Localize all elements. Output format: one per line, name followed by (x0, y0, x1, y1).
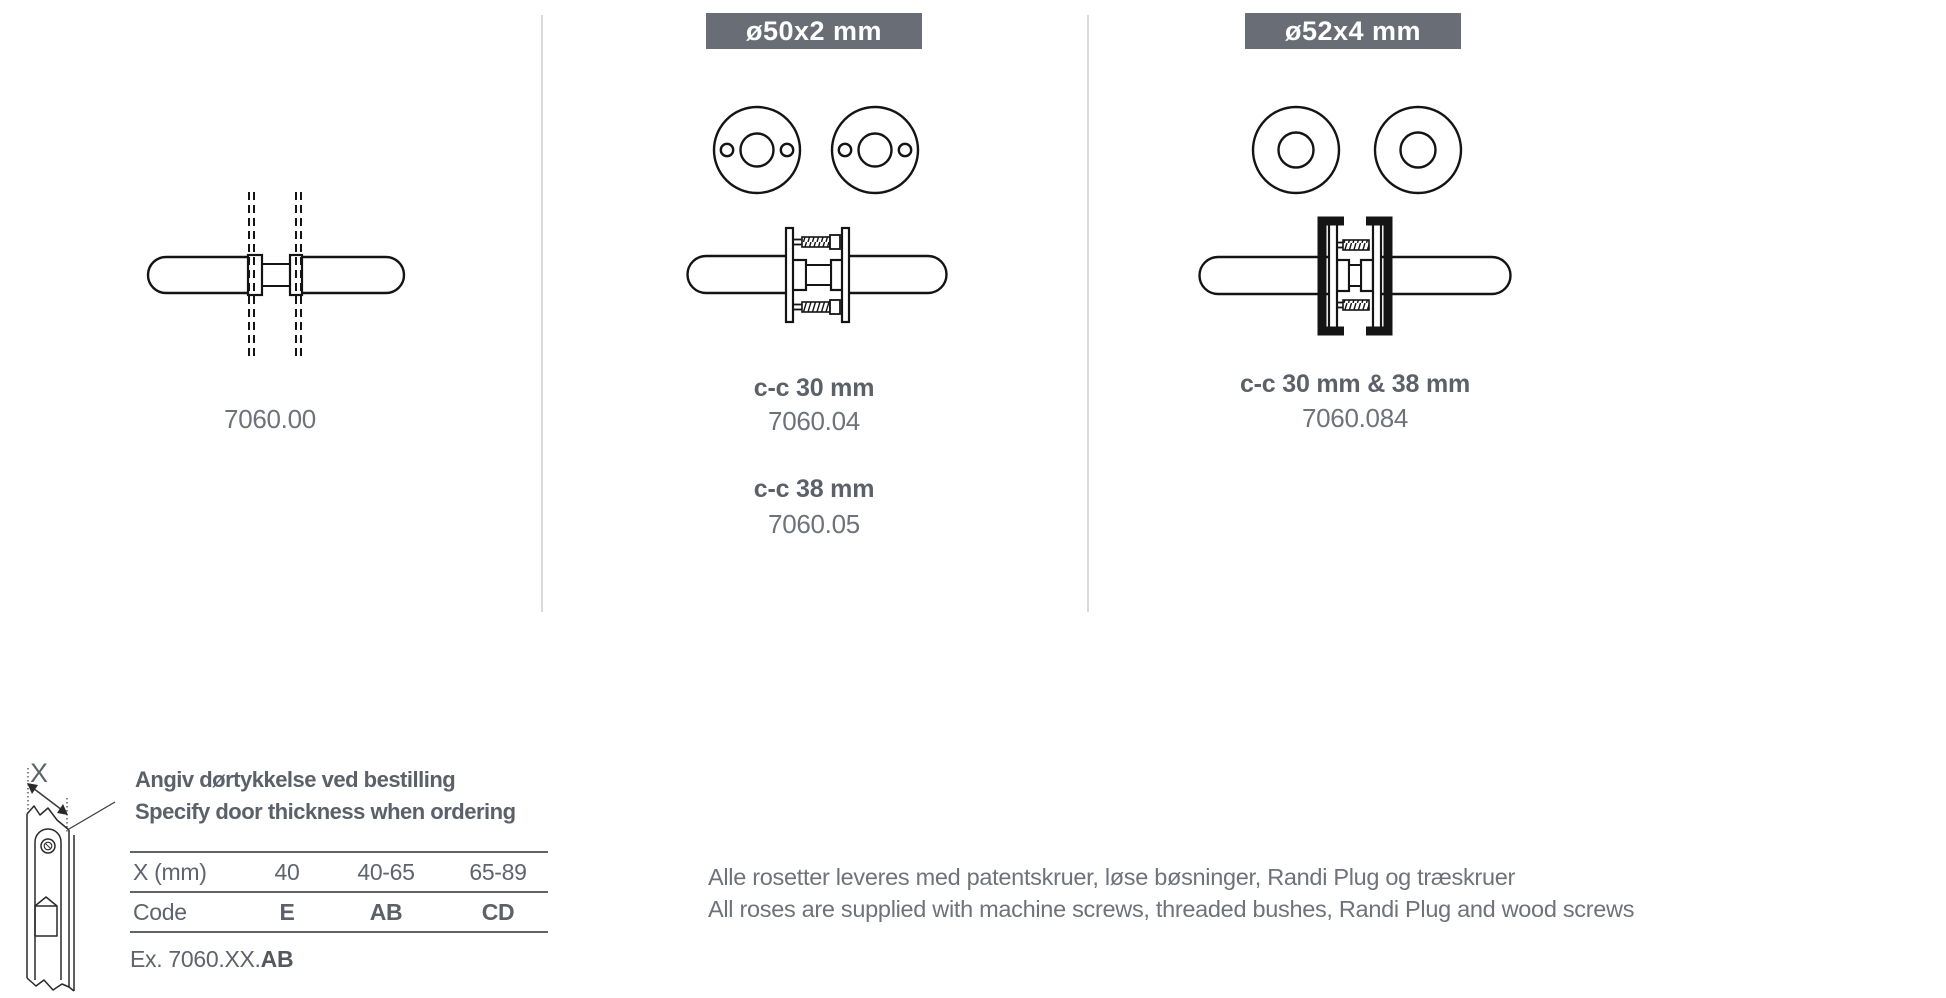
spindle-bar (806, 265, 831, 285)
footnote (708, 861, 1634, 925)
knob-spindle (262, 264, 290, 286)
product-code-7060-05: 7060.05 (768, 509, 860, 539)
table-header-x: X (mm) (133, 858, 207, 885)
product-code-7060-00: 7060.00 (224, 404, 316, 434)
grip-left (688, 256, 789, 293)
size-badge-52: ø52x4 mm (1245, 13, 1461, 49)
column-divider-right (1087, 15, 1089, 612)
grip-right (846, 256, 947, 293)
product-code-7060-084: 7060.084 (1301, 403, 1409, 433)
table-cell-cd: CD (481, 898, 515, 925)
cc-label-30: c-c 30 mm (753, 374, 875, 402)
ordering-note (135, 764, 516, 828)
table-cell-40-65: 40-65 (357, 858, 415, 885)
table-cell-ab: AB (369, 898, 403, 925)
machine-screw-bottom (1337, 300, 1369, 310)
size-badge-50: ø50x2 mm (706, 13, 922, 49)
faceplate-screw (41, 839, 55, 853)
grip-left (1200, 257, 1337, 294)
dimension-x-label: X (30, 758, 49, 788)
footnote-danish: Alle rosetter leveres med patentskruer, løse bøsninger, Randi Plug og træskruer (708, 864, 1516, 890)
knob-right-grip (300, 257, 404, 293)
product-code-7060-04: 7060.04 (768, 406, 860, 436)
knob-left-grip (148, 257, 251, 293)
door-thickness-drawing (5, 758, 130, 998)
knob-pair-drawing (110, 145, 410, 360)
cc-label-38: c-c 38 mm (753, 475, 875, 503)
dimension-arrow (33, 788, 62, 810)
footnote-english: All roses are supplied with machine screws, threaded bushes, Randi Plug and wood screws (708, 896, 1635, 922)
spindle-bar (1349, 265, 1361, 286)
table-cell-e: E (279, 898, 295, 925)
ordering-note-english: Specify door thickness when ordering (135, 799, 516, 824)
handle-52-profile-drawing (1190, 153, 1520, 339)
table-row-x-mm (130, 853, 548, 893)
column-divider-left (541, 15, 543, 612)
example-prefix: Ex. 7060.XX. (130, 946, 261, 972)
example-code-bold: AB (260, 946, 294, 972)
grip-right (1374, 257, 1511, 294)
door-thickness-table (130, 851, 548, 933)
door-top-edge (69, 802, 115, 829)
cc-label-30-38: c-c 30 mm & 38 mm (1239, 370, 1471, 398)
lock-faceplate (27, 806, 74, 991)
machine-screw-top (1337, 240, 1369, 250)
ordering-note-danish: Angiv dørtykkelse ved bestilling (135, 767, 456, 792)
table-cell-40: 40 (274, 858, 300, 885)
table-header-code: Code (133, 898, 187, 925)
handle-50-profile-drawing (672, 162, 962, 327)
ordering-example (130, 948, 293, 971)
machine-screw-bottom (793, 300, 840, 314)
table-row-code (130, 893, 548, 933)
table-cell-65-89: 65-89 (469, 858, 527, 885)
latch-bolt (35, 897, 57, 936)
machine-screw-top (793, 235, 840, 249)
